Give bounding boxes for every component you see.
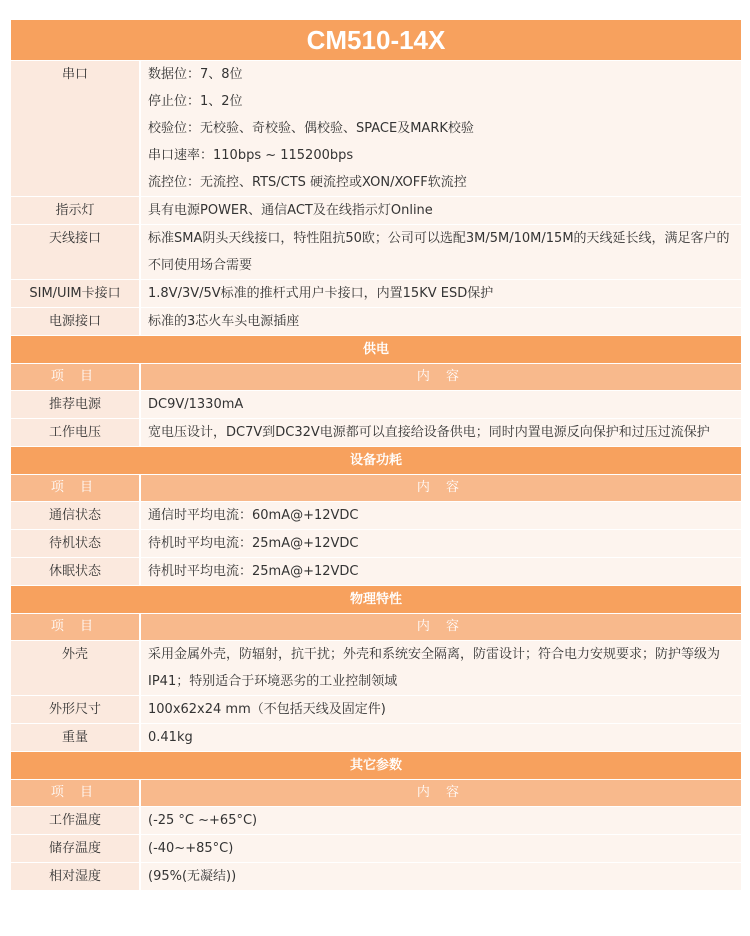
spec-value xyxy=(141,308,741,335)
spec-value xyxy=(141,558,741,585)
product-title: CM510-14X xyxy=(11,20,741,60)
column-header-row xyxy=(11,363,741,390)
spec-line: 停止位：1、2位 xyxy=(148,94,243,109)
column-header-item: 项 目 xyxy=(11,780,141,806)
spec-value xyxy=(141,225,741,279)
spec-row xyxy=(11,834,741,862)
spec-value xyxy=(141,863,741,890)
column-header-row xyxy=(11,474,741,501)
spec-line: 宽电压设计，DC7V到DC32V电源都可以直接给设备供电；同时内置电源反向保护和过压过流保护 xyxy=(148,425,710,440)
spec-row xyxy=(11,279,741,307)
column-header-content: 内 容 xyxy=(141,475,741,501)
spec-label: 相对湿度 xyxy=(11,863,141,890)
spec-line: (-40~+85°C) xyxy=(148,841,234,856)
spec-label: 重量 xyxy=(11,724,141,751)
spec-value xyxy=(141,835,741,862)
spec-label: 指示灯 xyxy=(11,197,141,224)
spec-label: 外形尺寸 xyxy=(11,696,141,723)
spec-value xyxy=(141,807,741,834)
spec-value xyxy=(141,280,741,307)
spec-label: 推荐电源 xyxy=(11,391,141,418)
spec-label: 工作温度 xyxy=(11,807,141,834)
spec-line: 待机时平均电流：25mA@+12VDC xyxy=(148,536,359,551)
spec-row xyxy=(11,529,741,557)
spec-label: 天线接口 xyxy=(11,225,141,279)
section-power-consumption xyxy=(11,446,741,585)
spec-label: 工作电压 xyxy=(11,419,141,446)
spec-value xyxy=(141,641,741,695)
spec-line: 1.8V/3V/5V标准的推杆式用户卡接口，内置15KV ESD保护 xyxy=(148,286,494,301)
spec-row xyxy=(11,307,741,335)
spec-value xyxy=(141,530,741,557)
section-header: 供电 xyxy=(11,335,741,363)
spec-row xyxy=(11,640,741,695)
spec-line: 标准的3芯火车头电源插座 xyxy=(148,314,300,329)
spec-row xyxy=(11,224,741,279)
spec-value xyxy=(141,419,741,446)
spec-label: 待机状态 xyxy=(11,530,141,557)
spec-row xyxy=(11,390,741,418)
spec-label: SIM/UIM卡接口 xyxy=(11,280,141,307)
spec-line: 标准SMA阴头天线接口，特性阻抗50欧；公司可以选配3M/5M/10M/15M的天线延长线，满足客户的不同使用场合需要 xyxy=(148,231,730,273)
spec-label: 电源接口 xyxy=(11,308,141,335)
section-physical xyxy=(11,585,741,751)
column-header-content: 内 容 xyxy=(141,364,741,390)
spec-row xyxy=(11,723,741,751)
spec-line: 通信时平均电流：60mA@+12VDC xyxy=(148,508,359,523)
spec-row xyxy=(11,806,741,834)
spec-label: 通信状态 xyxy=(11,502,141,529)
spec-row xyxy=(11,557,741,585)
spec-sheet xyxy=(11,20,741,890)
section-header: 设备功耗 xyxy=(11,446,741,474)
spec-row xyxy=(11,501,741,529)
column-header-item: 项 目 xyxy=(11,364,141,390)
spec-value xyxy=(141,696,741,723)
section-interfaces xyxy=(11,60,741,335)
section-power-supply xyxy=(11,335,741,446)
column-header-item: 项 目 xyxy=(11,475,141,501)
spec-row xyxy=(11,60,741,196)
spec-row xyxy=(11,862,741,890)
column-header-row xyxy=(11,613,741,640)
spec-line: (95%(无凝结)) xyxy=(148,869,237,884)
section-header: 其它参数 xyxy=(11,751,741,779)
spec-value xyxy=(141,502,741,529)
spec-line: 100x62x24 mm（不包括天线及固定件) xyxy=(148,702,386,717)
spec-line: 待机时平均电流：25mA@+12VDC xyxy=(148,564,359,579)
spec-row xyxy=(11,196,741,224)
spec-value xyxy=(141,197,741,224)
spec-line: 流控位：无流控、RTS/CTS 硬流控或XON/XOFF软流控 xyxy=(148,175,467,190)
column-header-row xyxy=(11,779,741,806)
spec-label: 储存温度 xyxy=(11,835,141,862)
column-header-content: 内 容 xyxy=(141,614,741,640)
spec-line: 0.41kg xyxy=(148,730,193,745)
spec-label: 休眠状态 xyxy=(11,558,141,585)
spec-line: DC9V/1330mA xyxy=(148,397,244,412)
column-header-item: 项 目 xyxy=(11,614,141,640)
spec-line: 数据位：7、8位 xyxy=(148,67,243,82)
spec-value xyxy=(141,61,741,196)
spec-value xyxy=(141,391,741,418)
section-other xyxy=(11,751,741,890)
spec-line: 校验位：无校验、奇校验、偶校验、SPACE及MARK校验 xyxy=(148,121,474,136)
spec-value xyxy=(141,724,741,751)
spec-line: (-25 °C ~+65°C) xyxy=(148,813,258,828)
spec-label: 串口 xyxy=(11,61,141,196)
column-header-content: 内 容 xyxy=(141,780,741,806)
section-header: 物理特性 xyxy=(11,585,741,613)
spec-label: 外壳 xyxy=(11,641,141,695)
spec-line: 串口速率：110bps ~ 115200bps xyxy=(148,148,354,163)
spec-line: 采用金属外壳，防辐射，抗干扰；外壳和系统安全隔离，防雷设计；符合电力安规要求；防护等级为IP41；特别适合于环境恶劣的工业控制领域 xyxy=(148,647,721,689)
spec-row xyxy=(11,695,741,723)
spec-line: 具有电源POWER、通信ACT及在线指示灯Online xyxy=(148,203,433,218)
spec-row xyxy=(11,418,741,446)
